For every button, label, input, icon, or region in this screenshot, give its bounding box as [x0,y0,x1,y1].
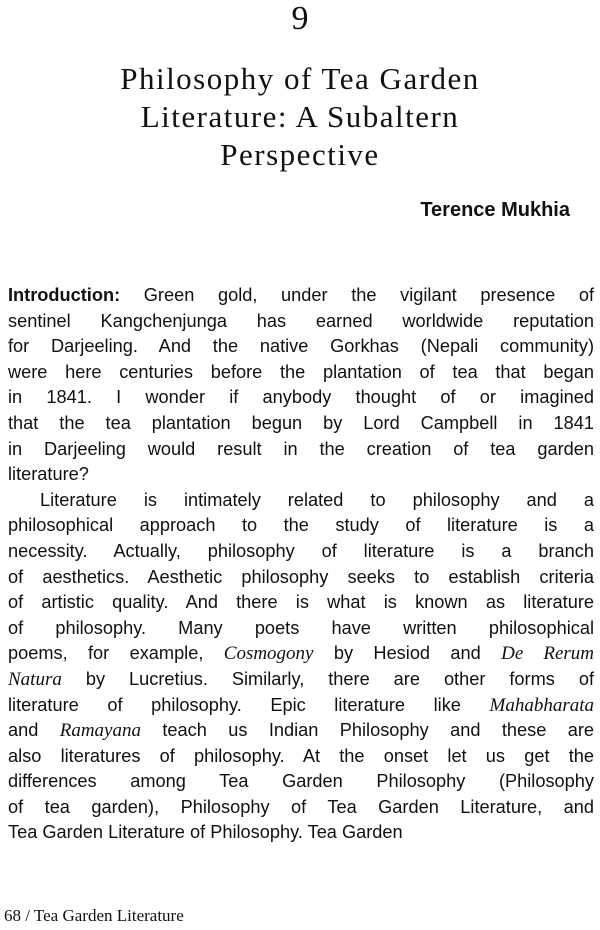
body-line [8,565,594,591]
body-line [8,437,594,463]
body-line [8,769,594,795]
italic-title: Cosmogony [223,643,314,665]
author-name: Terence Mukhia [420,199,570,221]
body-line [8,488,594,514]
italic-title: De Rerum [501,643,594,665]
body-line [8,744,594,770]
text-run: for Darjeeling. And the native Gorkhas (Nepali community) [8,336,594,357]
text-run: of artistic quality. And there is what is known as literature [8,592,594,613]
text-run: Tea Garden Literature of Philosophy. Tea Garden [8,822,403,843]
text-run: differences among Tea Garden Philosophy (Philosophy [8,771,594,792]
body-line [8,539,594,565]
text-run: that the tea plantation begun by Lord Campbell in 1841 [8,412,594,433]
text-run: by Lucretius. Similarly, there are other forms of [61,668,594,689]
body-line [8,309,594,335]
text-run: poems, for example, [8,643,224,664]
body-line [8,590,594,616]
text-run: Literature is intimately related to philosophy and a [40,489,594,510]
body-line [8,795,594,821]
text-run: and [8,720,60,741]
body-line [8,385,594,411]
chapter-title-line: Philosophy of Tea Garden [120,61,480,96]
chapter-number: 9 [291,0,309,37]
text-run: necessity. Actually, philosophy of literature is a branch [8,540,594,561]
text-run: of philosophy. Many poets have written philosophical [8,617,594,638]
text-run: Green gold, under the vigilant presence of [120,285,594,305]
section-heading: Introduction: [8,285,121,305]
text-run: literature? [8,464,89,485]
body-text [8,283,594,846]
text-run: teach us Indian Philosophy and these are [141,720,594,741]
body-line [8,641,594,667]
running-footer: 68 / Tea Garden Literature [4,906,184,925]
body-line [8,693,594,719]
text-run: of aesthetics. Aesthetic philosophy seeks to establish criteria [8,566,594,587]
text-run: also literatures of philosophy. At the onset let us get the [8,745,594,766]
chapter-title-line: Literature: A Subaltern [140,99,460,134]
text-run: literature of philosophy. Epic literature like [8,694,490,715]
text-run: were here centuries before the plantation of tea that began [8,361,594,382]
chapter-title-line: Perspective [220,137,380,172]
chapter-title [30,60,570,174]
body-line [8,667,594,693]
italic-title: Ramayana [59,720,141,742]
body-line [8,360,594,386]
body-line [8,718,594,744]
text-run: by Hesiod and [313,643,502,664]
body-line [8,513,594,539]
body-line [8,462,594,488]
text-run: in Darjeeling would result in the creation of tea garden [8,438,594,459]
text-run: in 1841. I wonder if anybody thought of or imagined [8,387,594,408]
body-line [8,616,594,642]
body-line [8,411,594,437]
body-line [8,283,594,309]
text-run: of tea garden), Philosophy of Tea Garden Literature, and [8,796,594,817]
text-run: philosophical approach to the study of literature is a [8,515,594,536]
italic-title: Mahabharata [489,694,594,716]
body-line [8,334,594,360]
italic-title: Natura [8,668,62,690]
body-line [8,820,594,846]
text-run: sentinel Kangchenjunga has earned worldwide reputation [8,310,594,331]
